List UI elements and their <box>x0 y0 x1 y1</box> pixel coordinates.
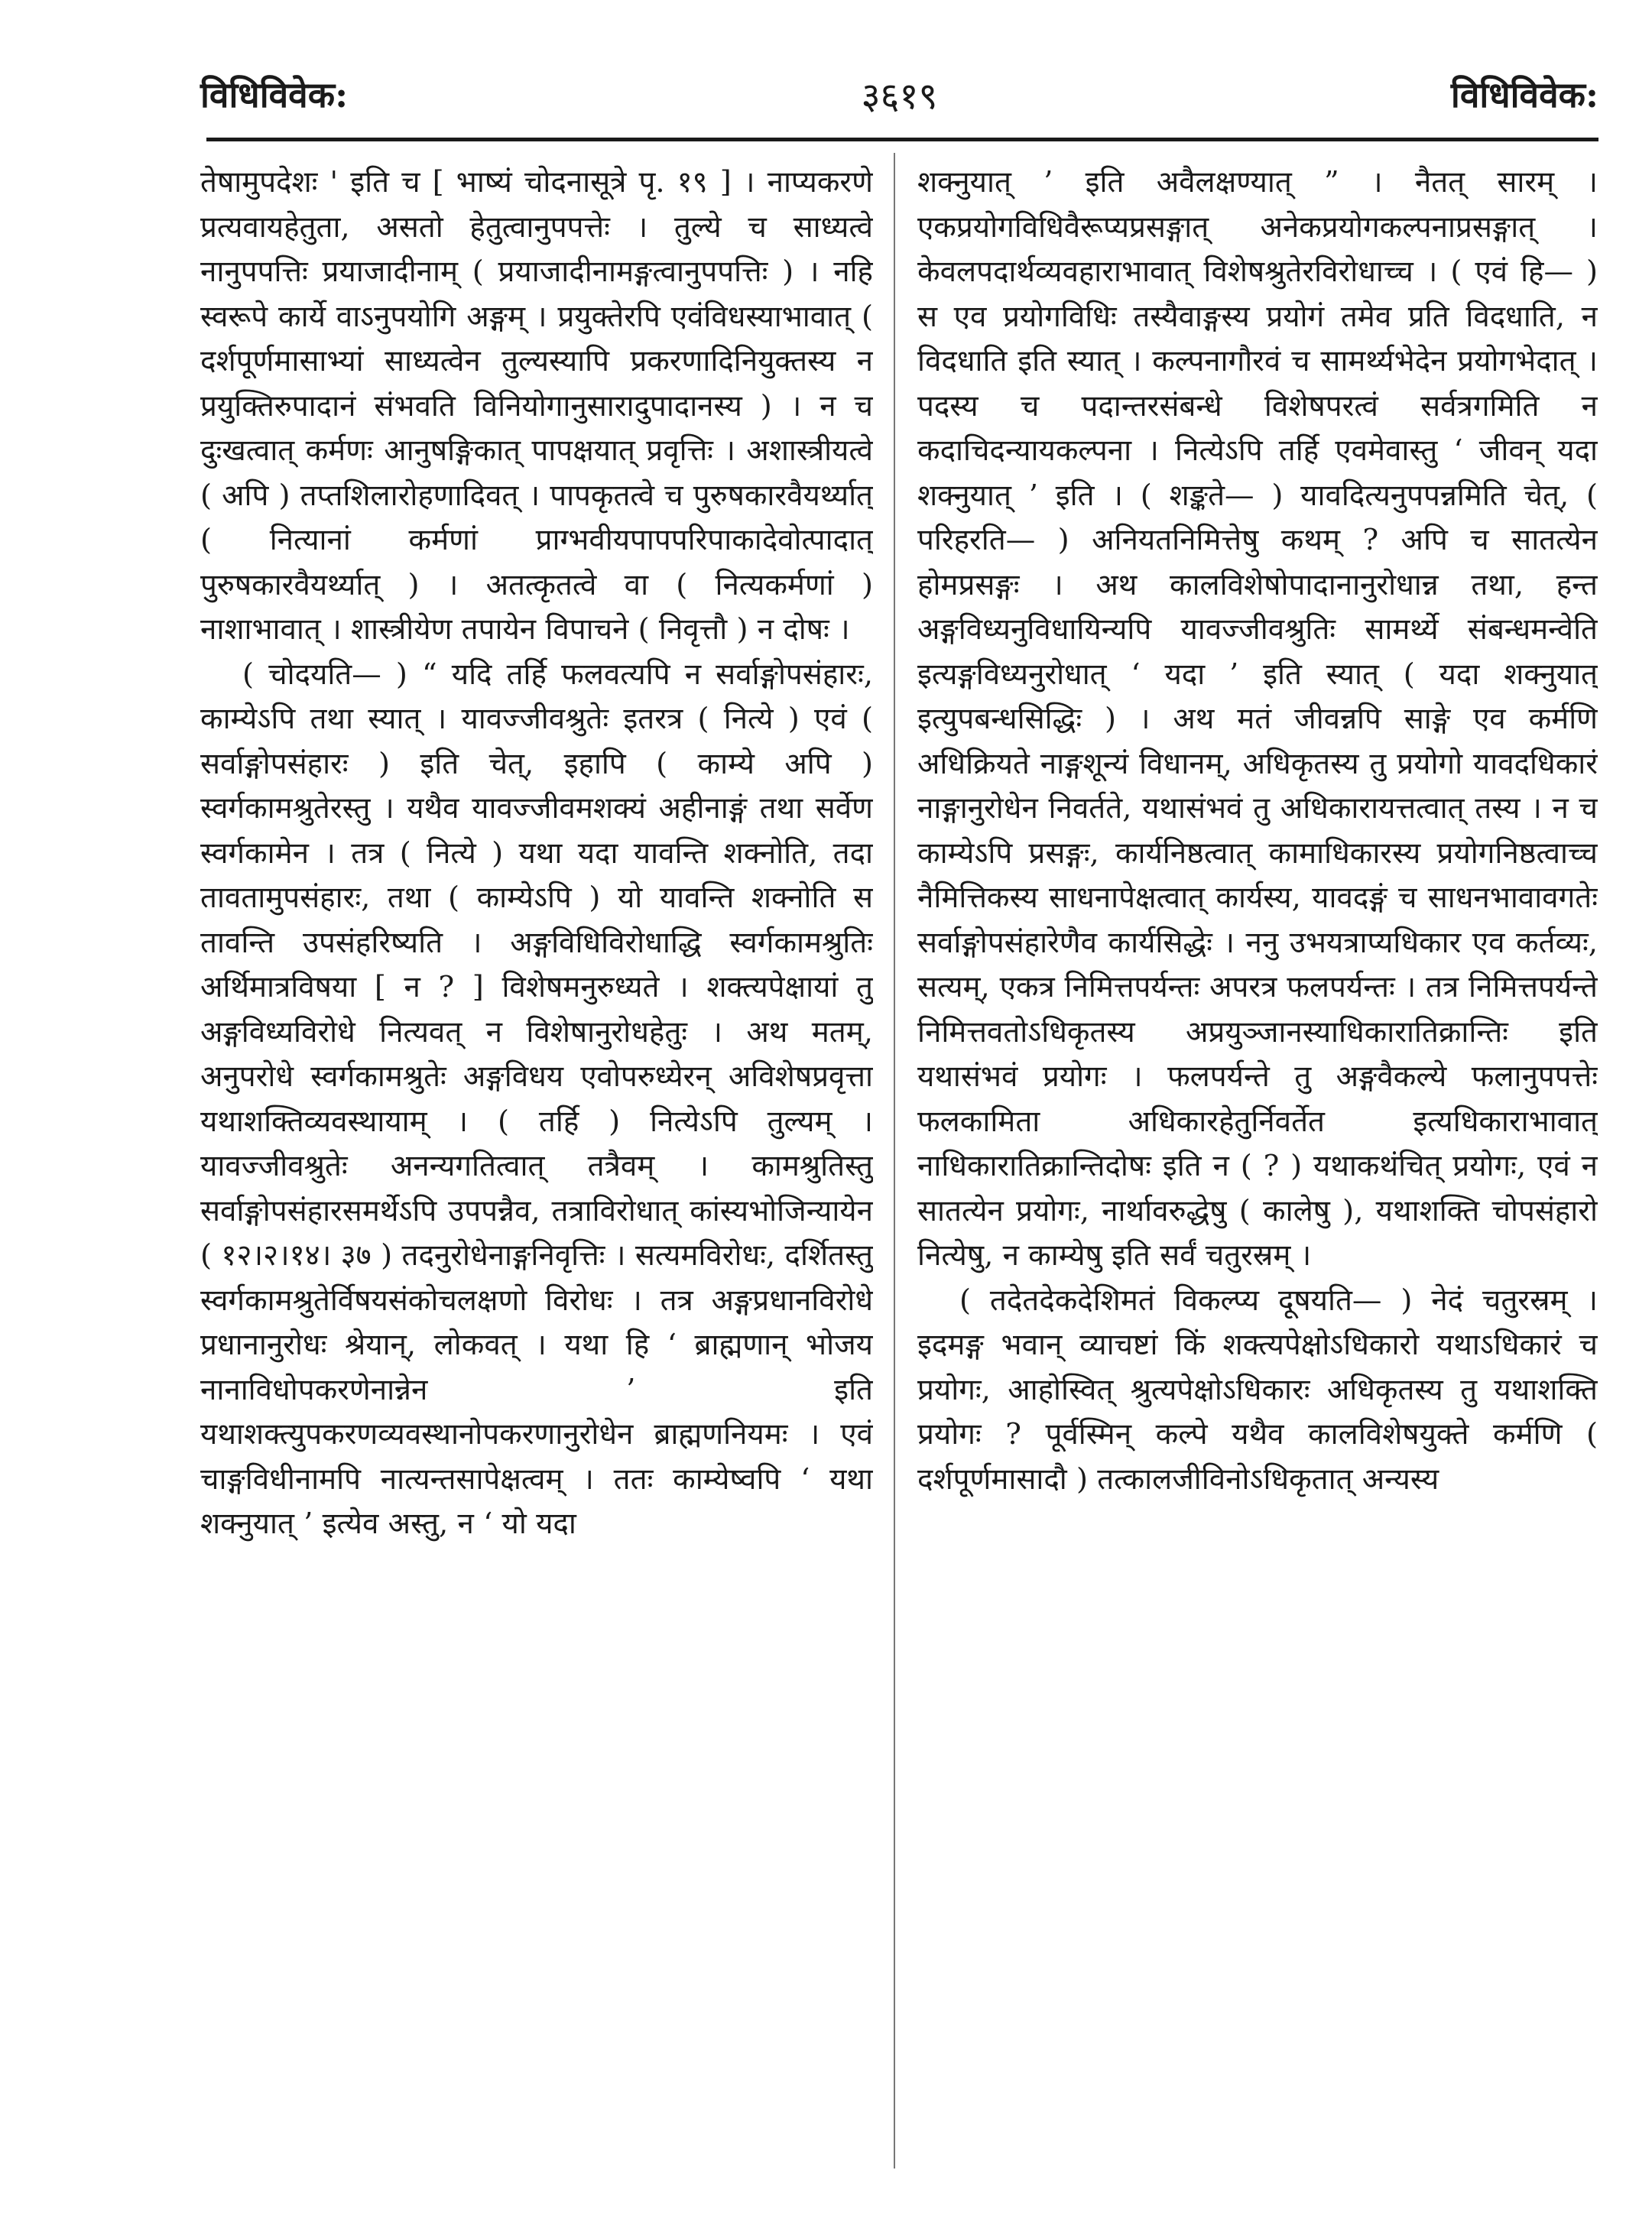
left-column <box>200 161 873 2191</box>
right-paragraph-1: शक्नुयात् ’ इति अवैलक्षण्यात् ” । नैतत् सारम् । एकप्रयोगविधिवैरूप्यप्रसङ्गात् अनेकप्रयोगकल्पनाप्रसङ्गात् । केवलपदार्थव्यवहाराभावात् विशेषश्रुतेरविरोधाच्च । ( एवं हि— ) स एव प्रयोगविधिः तस्यैवाङ्गस्य प्रयोगं तमेव प्रति विदधाति, न विदधाति इति स्यात् । कल्पनागौरवं च सामर्थ्यभेदेन प्रयोगभेदात् । पदस्य च पदान्तरसंबन्धे विशेषपरत्वं सर्वत्रगमिति न कदाचिदन्यायकल्पना । नित्येऽपि तर्हि एवमेवास्तु ‘ जीवन् यदा शक्नुयात् ’ इति । ( शङ्कते— ) यावदित्यनुपपन्नमिति चेत्, ( परिहरति— ) अनियतनिमित्तेषु कथम् ? अपि च सातत्येन होमप्रसङ्गः । अथ कालविशेषोपादानानुरोधान्न तथा, हन्त अङ्गविध्यनुविधायिन्यपि यावज्जीवश्रुतिः सामर्थ्ये संबन्धमन्वेति इत्यङ्गविध्यनुरोधात् ‘ यदा ’ इति स्यात् ( यदा शक्नुयात् इत्युपबन्धसिद्धिः ) । अथ मतं जीवन्नपि साङ्गे एव कर्मणि अधिक्रियते नाङ्गशून्यं विधानम्, अधिकृतस्य तु प्रयोगो यावदधिकारं नाङ्गानुरोधेन निवर्तते, यथासंभवं तु अधिकारायत्तत्वात् तस्य । न च काम्येऽपि प्रसङ्गः, कार्यनिष्ठत्वात् कामाधिकारस्य प्रयोगनिष्ठत्वाच्च नैमित्तिकस्य साधनापेक्षत्वात् कार्यस्य, यावदङ्गं च साधनभावावगतेः सर्वाङ्गोपसंहारेणैव कार्यसिद्धेः । ननु उभयत्राप्यधिकार एव कर्तव्यः, सत्यम्, एकत्र निमित्तपर्यन्तः अपरत्र फलपर्यन्तः । तत्र निमित्तपर्यन्ते निमित्तवतोऽधिकृतस्य अप्रयुञ्जानस्याधिकारातिक्रान्तिः इति यथासंभवं प्रयोगः । फलपर्यन्ते तु अङ्गवैकल्ये फलानुपपत्तेः फलकामिता अधिकारहेतुर्निवर्तेत इत्यधिकाराभावात् नाधिकारातिक्रान्तिदोषः इति न ( ? ) यथाकथंचित् प्रयोगः, एवं न सातत्येन प्रयोगः, नार्थावरुद्धेषु ( कालेषु ), यथाशक्ति चोपसंहारो नित्येषु, न काम्येषु इति सर्वं चतुरस्रम् । <box>917 165 1598 1273</box>
running-title-left: विधिविवेक: <box>200 74 349 115</box>
column-divider <box>894 153 895 2168</box>
running-title-right: विधिविवेक: <box>1450 74 1598 115</box>
page-header <box>200 70 1598 124</box>
left-paragraph-2: ( चोदयति— ) “ यदि तर्हि फलवत्यपि न सर्वाङ्गोपसंहारः, काम्येऽपि तथा स्यात् । यावज्जीवश्रुतेः इतरत्र ( नित्ये ) एवं ( सर्वाङ्गोपसंहारः ) इति चेत्, इहापि ( काम्ये अपि ) स्वर्गकामश्रुतेरस्तु । यथैव यावज्जीवमशक्यं अहीनाङ्गं तथा सर्वेण स्वर्गकामेन । तत्र ( नित्ये ) यथा यदा यावन्ति शक्नोति, तदा तावतामुपसंहारः, तथा ( काम्येऽपि ) यो यावन्ति शक्नोति स तावन्ति उपसंहरिष्यति । अङ्गविधिविरोधाद्धि स्वर्गकामश्रुतिः अर्थिमात्रविषया [ न ? ] विशेषमनुरुध्यते । शक्त्यपेक्षायां तु अङ्गविध्यविरोधे नित्यवत् न विशेषानुरोधहेतुः । अथ मतम्, अनुपरोधे स्वर्गकामश्रुतेः अङ्गविधय एवोपरुध्येरन् अविशेषप्रवृत्ता यथाशक्तिव्यवस्थायाम् । ( तर्हि ) नित्येऽपि तुल्यम् । यावज्जीवश्रुतेः अनन्यगतित्वात् तत्रैवम् । कामश्रुतिस्तु सर्वाङ्गोपसंहारसमर्थेऽपि उपपन्नैव, तत्राविरोधात् कांस्यभोजिन्यायेन ( १२।२।१४। ३७ ) तदनुरोधेनाङ्गनिवृत्तिः । सत्यमविरोधः, दर्शितस्तु स्वर्गकामश्रुतेर्विषयसंकोचलक्षणो विरोधः । तत्र अङ्गप्रधानविरोधे प्रधानानुरोधः श्रेयान्, लोकवत् । यथा हि ‘ ब्राह्मणान् भोजय नानाविधोपकरणेनान्नेन ’ इति यथाशक्त्युपकरणव्यवस्थानोपकरणानुरोधेन ब्राह्मणनियमः । एवं चाङ्गविधीनामपि नात्यन्तसापेक्षत्वम् । ततः काम्येष्वपि ‘ यथा शक्नुयात् ’ इत्येव अस्तु, न ‘ यो यदा <box>200 657 873 1541</box>
page-number: ३६१९ <box>861 75 938 118</box>
right-column <box>917 161 1598 2191</box>
right-paragraph-2: ( तदेतदेकदेशिमतं विकल्प्य दूषयति— ) नेदं चतुरस्रम् । इदमङ्ग भवान् व्याचष्टां किं शक्त्यपेक्षोऽधिकारो यथाऽधिकारं च प्रयोगः, आहोस्वित् श्रुत्यपेक्षोऽधिकारः अधिकृतस्य तु यथाशक्ति प्रयोगः ? पूर्वस्मिन् कल्पे यथैव कालविशेषयुक्ते कर्मणि ( दर्शपूर्णमासादौ ) तत्कालजीविनोऽधिकृतात् अन्यस्य <box>917 1283 1598 1497</box>
header-rule <box>206 138 1598 141</box>
left-paragraph-1: तेषामुपदेशः ' इति च [ भाष्यं चोदनासूत्रे पृ. १९ ] । नाप्यकरणे प्रत्यवायहेतुता, असतो हेतुत्वानुपपत्तेः । तुल्ये च साध्यत्वे नानुपपत्तिः प्रयाजादीनाम् ( प्रयाजादीनामङ्गत्वानुपपत्तिः ) । नहि स्वरूपे कार्ये वाऽनुपयोगि अङ्गम् । प्रयुक्तेरपि एवंविधस्याभावात् ( दर्शपूर्णमासाभ्यां साध्यत्वेन तुल्यस्यापि प्रकरणादिनियुक्तस्य न प्रयुक्तिरुपादानं संभवति विनियोगानुसारादुपादानस्य ) । न च दुःखत्वात् कर्मणः आनुषङ्गिकात् पापक्षयात् प्रवृत्तिः । अशास्त्रीयत्वे ( अपि ) तप्तशिलारोहणादिवत् । पापकृतत्वे च पुरुषकारवैयर्थ्यात् ( नित्यानां कर्मणां प्राग्भवीयपापपरिपाकादेवोत्पादात् पुरुषकारवैयर्थ्यात् ) । अतत्कृतत्वे वा ( नित्यकर्मणां ) नाशाभावात् । शास्त्रीयेण तपायेन विपाचने ( निवृत्तौ ) न दोषः । <box>200 165 873 647</box>
